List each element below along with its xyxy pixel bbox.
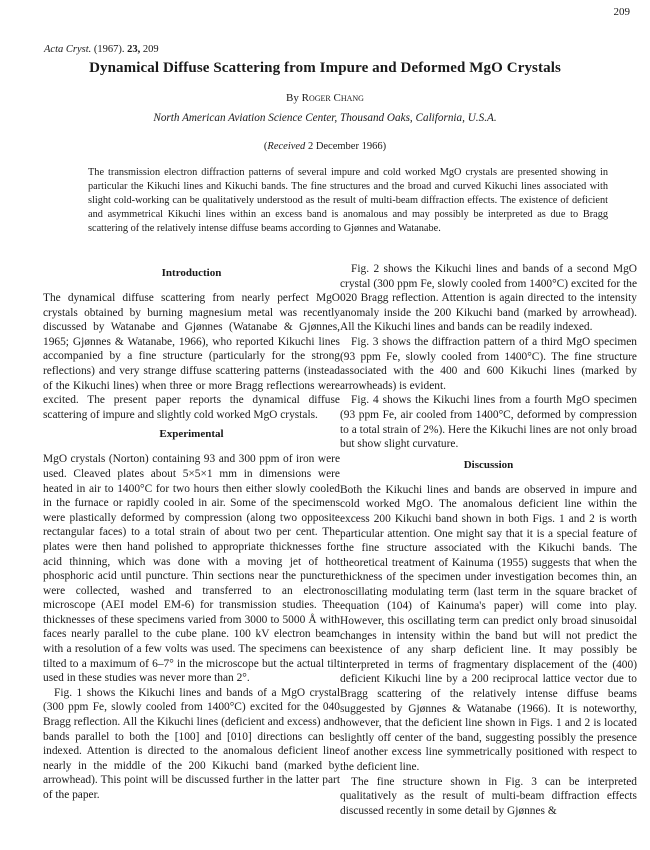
journal-page: 209: [142, 44, 159, 55]
results-paragraph-3: Fig. 4 shows the Kikuchi lines from a fourth MgO specimen (93 ppm Fe, air cooled from 1400°C, deformed by compression to a total strain of 2%). Here the Kikuchi lines are not only broad but show slight curvature.: [340, 394, 637, 451]
received-label: Received: [267, 141, 306, 152]
section-heading-discussion: Discussion: [463, 458, 514, 471]
experimental-paragraph-2: Fig. 1 shows the Kikuchi lines and bands of a MgO crystal (300 ppm Fe, slowly cooled from 1400°C) excited for the 040 Bragg reflection. All the Kikuchi lines (deficient and excess) and bands parallel to both the [100] and [010] directions can be indexed. Attention is directed to the anomalous deficient line nearly in the middle of the 200 Kikuchi band (marked by arrowhead). This point will be discussed further in the latter part of the paper.: [43, 686, 340, 801]
author-prefix: By: [286, 92, 299, 104]
results-paragraph-2: Fig. 3 shows the diffraction pattern of a third MgO specimen (93 ppm Fe, slowly cooled from 1400°C). The fine structure associated with the 400 and 600 Kikuchi lines (marked by arrowheads) is evident.: [340, 335, 637, 392]
journal-name: Acta Cryst.: [44, 44, 92, 55]
discussion-paragraph-1: Both the Kikuchi lines and bands are observed in impure and cold worked MgO. The anomalous deficient line within the excess 200 Kikuchi band shown in both Figs. 1 and 2 is worth particular attention. One might say that it is a special feature of the fine structure associated with the Kikuchi bands. The theoretical treatment of Kainuma (1955) suggests that when the thickness of the specimen under investigation becomes thin, an oscillating modulating term (last term in the square bracket of equation (104) of Kainuma's paper) will come into play. However, this oscillating term can predict only broad sinusoidal changes in intensity within the band but will not predict the existence of any sharp deficient line. It may possibly be interpreted in terms of fragmentary displacement of the (400) deficient Kikuchi line by a 200 reciprocal lattice vector due to Bragg scattering of the relatively intense diffuse beams suggested by Gjønnes & Watanabe (1966). It is noteworthy, however, that the deficient line shown in Figs. 1 and 2 is located slightly off center of the band, suggesting possibly the presence of another excess line symmetrically positioned with respect to the deficient line.: [340, 483, 637, 773]
results-paragraph-1: Fig. 2 shows the Kikuchi lines and bands of a second MgO crystal (300 ppm Fe, slowly cooled from 1400°C) excited for the 020 Bragg reflection. Attention is again directed to the intensity anomaly inside the 200 Kikuchi band (marked by arrowhead). All the Kikuchi lines and bands can be readily indexed.: [340, 263, 637, 334]
journal-year: (1967).: [93, 44, 125, 55]
page-number: 209: [613, 6, 630, 18]
author-line: [0, 92, 650, 104]
paper-title: Dynamical Diffuse Scattering from Impure and Deformed MgO Crystals: [89, 60, 561, 76]
received-date: (Received 2 December 1966): [263, 141, 387, 152]
journal-reference: [44, 44, 159, 55]
journal-volume: 23,: [127, 44, 141, 55]
right-column: [340, 262, 637, 818]
section-heading-experimental: Experimental: [159, 428, 224, 441]
introduction-paragraph: The dynamical diffuse scattering from nearly perfect MgO crystals obtained by burning magnesium metal was recently discussed by Watanabe and Gjønnes (Watanabe & Gjønnes, 1965; Gjønnes & Watanabe, 1966), who reported Kikuchi lines accompanied by a fine structure (particularly for the strong reflections) and very strange diffuse scattering patterns (instead of the Kikuchi lines) when three or more Bragg reflections were excited. The present paper reports the dynamical diffuse scattering of impure and slightly cold worked MgO crystals.: [43, 292, 340, 421]
section-heading-introduction: Introduction: [161, 267, 222, 279]
affiliation: North American Aviation Science Center, Thousand Oaks, California, U.S.A.: [153, 112, 497, 124]
left-column: [43, 262, 340, 803]
discussion-paragraph-2: The fine structure shown in Fig. 3 can be interpreted qualitatively as the result of multi-beam diffraction effects discussed recently in some detail by Gjønnes &: [340, 775, 637, 817]
received-value: 2 December 1966: [307, 141, 383, 152]
abstract: The transmission electron diffraction patterns of several impure and cold worked MgO crystals are presented showing in particular the Kikuchi lines and Kikuchi bands. The fine structures and the broad and curved Kikuchi lines associated with slight cold-working can be qualitatively understood as the result of multi-beam diffraction effects. The existence of deficient and asymmetrical Kikuchi lines within an excess band is anomalous and may possibly be interpreted as due to Bragg scattering of the relatively intense diffuse beams according to Gjønnes and Watanabe.: [88, 167, 608, 235]
author-name: Roger Chang: [301, 92, 364, 104]
experimental-paragraph-1: MgO crystals (Norton) containing 93 and 300 ppm of iron were used. Cleaved plates about 5×5×1 mm in dimensions were heated in air to 1400°C for two hours then either slowly cooled in the furnace or rapidly cooled in air. Some of the specimens were plastically deformed by compression (along two opposite rectangular faces) to a total strain of about two per cent. The plates were then hand polished to appropriate thicknesses for acid thinning, which was done with a moving jet of hot phosphoric acid until puncture. Thin sections near the puncture were collected, washed and transferred to an electron microscope (AEI model EM-6) for transmission studies. The thicknesses of these specimens varied from 3000 to 5000 Å with faces nearly parallel to the cube plane. 100 kV electron beam with a resolution of a few volts was used. The specimens can be tilted to a maximum of 6–7° in the microscope but the actual tilt used in these studies was never more than 2°.: [43, 453, 340, 685]
